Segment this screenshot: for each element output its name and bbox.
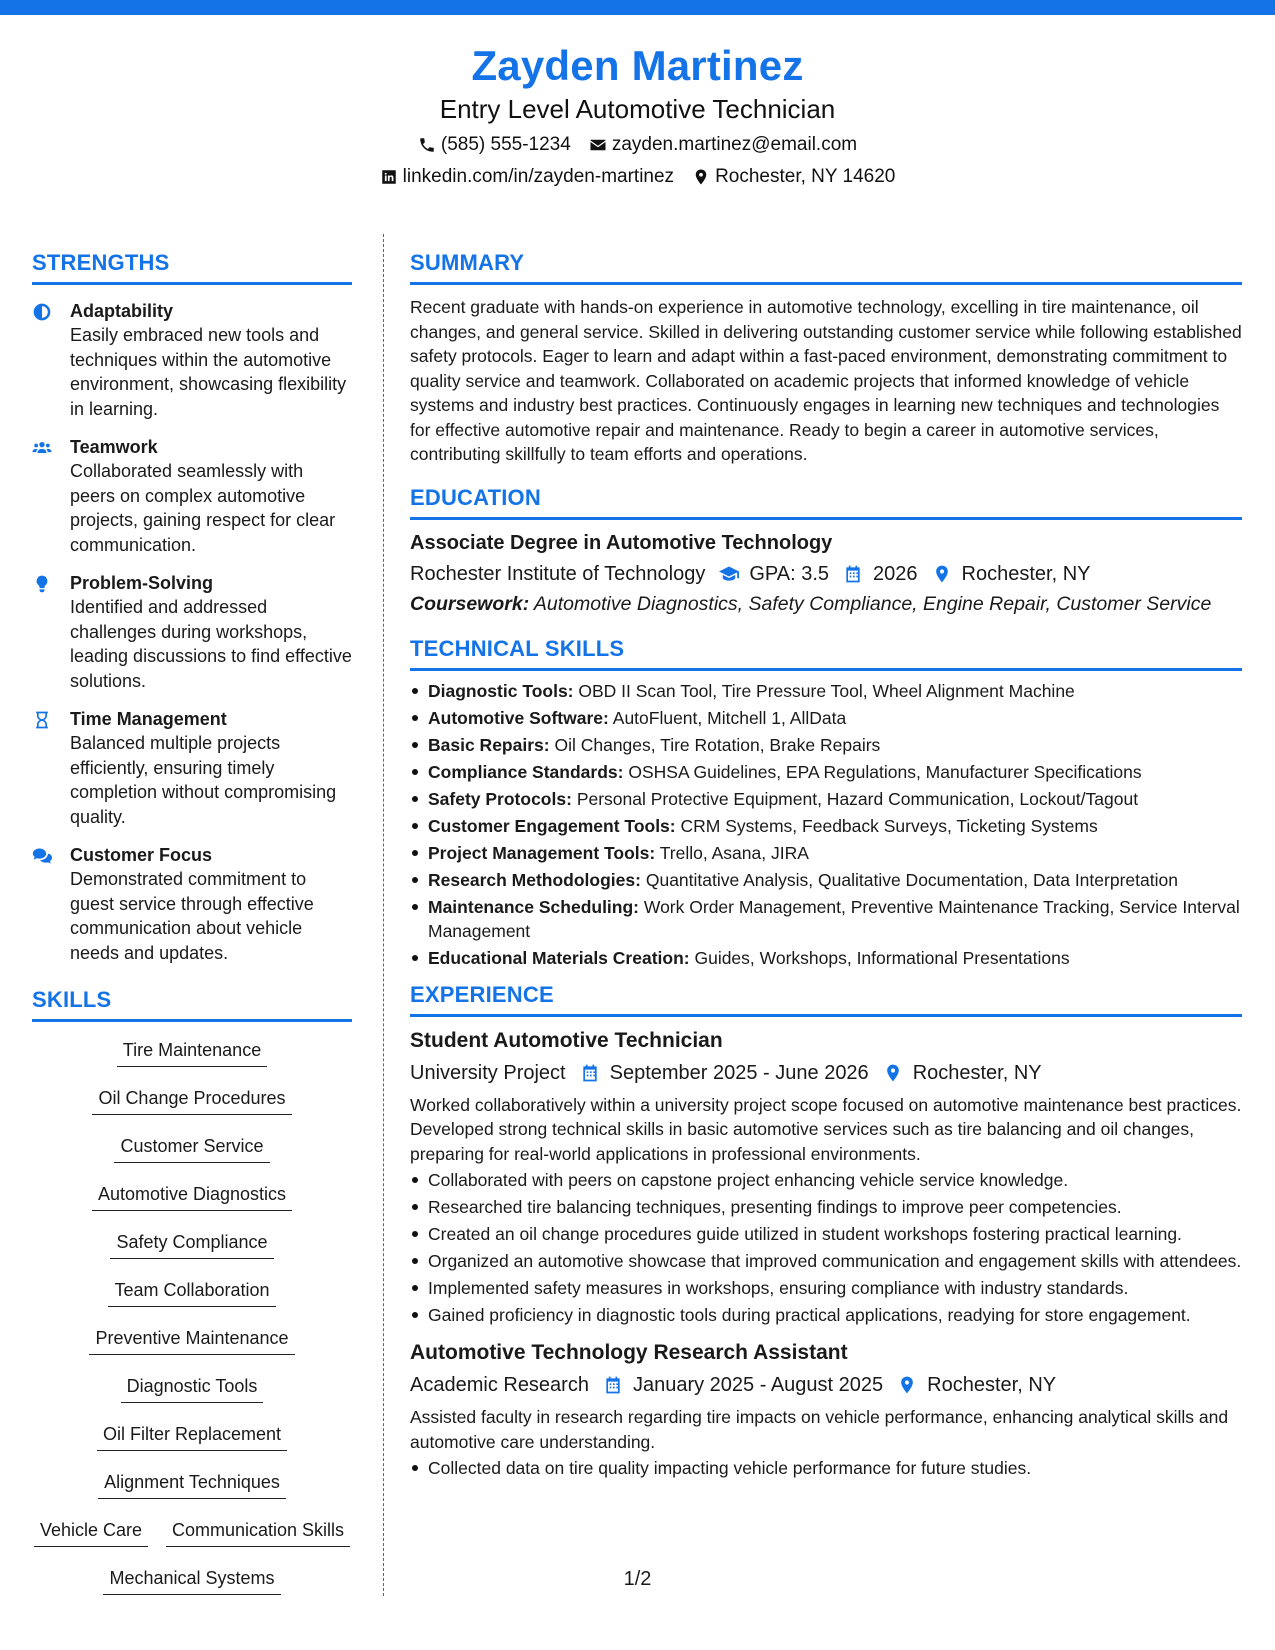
gpa-text: GPA: 3.5 bbox=[749, 562, 830, 585]
job-summary: Assisted faculty in research regarding tire impacts on vehicle performance, enhancing analytical skills and automotive care understanding. bbox=[410, 1407, 1229, 1452]
skill-chip: Oil Change Procedures bbox=[92, 1084, 291, 1115]
calendar-icon bbox=[603, 1375, 623, 1395]
skill-chip: Team Collaboration bbox=[108, 1276, 275, 1307]
summary-heading: SUMMARY bbox=[410, 250, 1242, 285]
job-org: University Project bbox=[410, 1061, 566, 1084]
skill-chip: Preventive Maintenance bbox=[89, 1324, 294, 1355]
top-accent-bar bbox=[0, 0, 1275, 15]
list-item bbox=[410, 841, 1242, 865]
strength-title: Problem-Solving bbox=[70, 573, 214, 593]
tech-skill-value: Guides, Workshops, Informational Presentations bbox=[694, 947, 1070, 968]
job-title: Student Automotive Technician bbox=[410, 1028, 723, 1052]
calendar-icon bbox=[843, 564, 863, 584]
list-item bbox=[410, 733, 1242, 757]
map-pin-icon bbox=[692, 168, 710, 186]
left-column bbox=[32, 250, 352, 1612]
envelope-icon bbox=[589, 136, 607, 154]
list-item: Organized an automotive showcase that improved communication and engagement skills with attendees. bbox=[410, 1249, 1242, 1273]
skill-chip: Automotive Diagnostics bbox=[92, 1180, 292, 1211]
strength-title: Adaptability bbox=[70, 301, 174, 321]
list-item bbox=[410, 760, 1242, 784]
strength-item bbox=[32, 435, 352, 557]
job-meta bbox=[410, 1059, 1242, 1087]
coursework bbox=[410, 590, 1242, 618]
skill-chip: Diagnostic Tools bbox=[121, 1372, 264, 1403]
experience-heading: EXPERIENCE bbox=[410, 982, 1242, 1017]
contact-location bbox=[692, 164, 895, 190]
tech-skill-label: Maintenance Scheduling: bbox=[428, 896, 639, 917]
list-item bbox=[410, 787, 1242, 811]
email-text: zayden.martinez@email.com bbox=[611, 134, 858, 155]
job-title: Automotive Technology Research Assistant bbox=[410, 1341, 848, 1364]
graduation-cap-icon bbox=[719, 564, 739, 584]
candidate-name: Zayden Martinez bbox=[471, 42, 804, 89]
strength-item bbox=[32, 299, 352, 421]
list-item: Implemented safety measures in workshops, ensuring compliance with industry standards. bbox=[410, 1276, 1242, 1300]
school-name: Rochester Institute of Technology bbox=[410, 562, 706, 585]
strength-desc: Balanced multiple projects efficiently, ensuring timely completion without compromising quality. bbox=[70, 733, 337, 827]
tech-skill-value: OSHSA Guidelines, EPA Regulations, Manufacturer Specifications bbox=[628, 761, 1142, 782]
job-dates: January 2025 - August 2025 bbox=[632, 1374, 884, 1396]
tech-skill-label: Compliance Standards: bbox=[428, 761, 624, 782]
list-item: Collaborated with peers on capstone project enhancing vehicle service knowledge. bbox=[410, 1168, 1242, 1192]
list-item: Researched tire balancing techniques, presenting findings to improve peer competencies. bbox=[410, 1195, 1242, 1219]
comments-icon bbox=[32, 846, 52, 866]
school-location: Rochester, NY bbox=[961, 562, 1091, 585]
tech-skill-label: Research Methodologies: bbox=[428, 869, 641, 890]
list-item: Gained proficiency in diagnostic tools during practical applications, readying for store engagement. bbox=[410, 1303, 1242, 1327]
strength-title: Teamwork bbox=[70, 437, 158, 457]
skill-chip: Oil Filter Replacement bbox=[97, 1420, 287, 1451]
contact-phone[interactable] bbox=[418, 132, 571, 158]
tech-skill-label: Automotive Software: bbox=[428, 707, 609, 728]
list-item bbox=[410, 895, 1242, 943]
candidate-role: Entry Level Automotive Technician bbox=[439, 94, 836, 124]
skills-heading: SKILLS bbox=[32, 987, 352, 1022]
tech-skill-value: Work Order Management, Preventive Maintenance Tracking, Service Interval Management bbox=[428, 896, 1240, 941]
education-heading: EDUCATION bbox=[410, 485, 1242, 520]
list-item bbox=[410, 868, 1242, 892]
coursework-text: Automotive Diagnostics, Safety Compliance, Engine Repair, Customer Service bbox=[533, 592, 1212, 615]
strength-title: Time Management bbox=[70, 709, 227, 729]
grad-year: 2026 bbox=[873, 562, 918, 585]
skill-chip: Mechanical Systems bbox=[103, 1564, 280, 1595]
list-item bbox=[410, 946, 1242, 970]
column-divider bbox=[383, 234, 384, 1596]
page-number: 1/2 bbox=[623, 1568, 652, 1590]
list-item bbox=[410, 706, 1242, 730]
job-meta bbox=[410, 1371, 1242, 1399]
job-location: Rochester, NY bbox=[912, 1061, 1042, 1084]
job-bullets bbox=[410, 1168, 1242, 1327]
tech-skill-label: Diagnostic Tools: bbox=[428, 680, 574, 701]
skill-chip: Communication Skills bbox=[166, 1516, 350, 1547]
users-icon bbox=[32, 438, 52, 458]
tech-skill-label: Project Management Tools: bbox=[428, 842, 656, 863]
tech-skill-value: AutoFluent, Mitchell 1, AllData bbox=[612, 707, 847, 728]
technical-skills-heading: TECHNICAL SKILLS bbox=[410, 636, 1242, 671]
linkedin-icon bbox=[380, 168, 398, 186]
list-item bbox=[410, 679, 1242, 703]
phone-icon bbox=[418, 136, 436, 154]
phone-text: (585) 555-1234 bbox=[440, 134, 571, 155]
contact-line-1 bbox=[0, 132, 1275, 158]
job-summary: Worked collaboratively within a university project scope focused on automotive maintenance best practices. Developed strong technical skills in basic automotive services such as tire balancing and oil changes, preparing for real-world applications in professional environments. bbox=[410, 1094, 1242, 1164]
technical-skills-list bbox=[410, 679, 1242, 970]
list-item: Created an oil change procedures guide utilized in student workshops fostering practical learning. bbox=[410, 1222, 1242, 1246]
tech-skill-label: Customer Engagement Tools: bbox=[428, 815, 676, 836]
resume-header bbox=[0, 40, 1275, 190]
strength-desc: Easily embraced new tools and techniques within the automotive environment, showcasing flexibility in learning. bbox=[70, 325, 347, 419]
map-pin-icon bbox=[932, 564, 952, 584]
job-bullets bbox=[410, 1456, 1242, 1480]
coursework-label: Coursework: bbox=[410, 592, 530, 615]
half-circle-icon bbox=[32, 302, 52, 322]
tech-skill-value: Personal Protective Equipment, Hazard Communication, Lockout/Tagout bbox=[576, 788, 1139, 809]
skill-chip: Safety Compliance bbox=[110, 1228, 273, 1259]
skill-chip: Customer Service bbox=[114, 1132, 269, 1163]
job-org: Academic Research bbox=[410, 1374, 589, 1396]
contact-email[interactable] bbox=[589, 132, 857, 158]
skills-list bbox=[32, 1036, 352, 1612]
tech-skill-label: Educational Materials Creation: bbox=[428, 947, 690, 968]
education-meta bbox=[410, 560, 1242, 588]
contact-line-2 bbox=[0, 164, 1275, 190]
tech-skill-label: Safety Protocols: bbox=[428, 788, 572, 809]
contact-linkedin[interactable] bbox=[380, 164, 674, 190]
tech-skill-value: Trello, Asana, JIRA bbox=[659, 842, 809, 863]
skill-chip: Alignment Techniques bbox=[98, 1468, 286, 1499]
list-item bbox=[410, 814, 1242, 838]
strengths-heading: STRENGTHS bbox=[32, 250, 352, 285]
list-item: Collected data on tire quality impacting vehicle performance for future studies. bbox=[410, 1456, 1242, 1480]
strength-desc: Collaborated seamlessly with peers on complex automotive projects, gaining respect for clear communication. bbox=[70, 461, 336, 555]
lightbulb-icon bbox=[32, 574, 52, 594]
strength-item bbox=[32, 707, 352, 829]
hourglass-icon bbox=[32, 710, 52, 730]
job-dates: September 2025 - June 2026 bbox=[609, 1061, 869, 1084]
tech-skill-value: CRM Systems, Feedback Surveys, Ticketing Systems bbox=[680, 815, 1098, 836]
strength-desc: Demonstrated commitment to guest service through effective communication about vehicle needs and updates. bbox=[70, 869, 314, 963]
degree-title: Associate Degree in Automotive Technology bbox=[410, 531, 833, 554]
job-location: Rochester, NY bbox=[927, 1374, 1057, 1396]
skill-chip: Vehicle Care bbox=[34, 1516, 148, 1547]
summary-text: Recent graduate with hands-on experience in automotive technology, excelling in tire maintenance, oil changes, and general service. Skilled in delivering outstanding customer service while following established safety protocols. Eager to learn and adapt within a fast-paced environment, demonstrating commitment to quality service and teamwork. Collaborated on academic projects that informed knowledge of vehicle systems and industry best practices. Continuously engages in learning new techniques and technologies for effective automotive repair and maintenance. Ready to begin a career in automotive services, contributing skillfully to team efforts and operations. bbox=[410, 297, 1242, 464]
strength-desc: Identified and addressed challenges during workshops, leading discussions to find effective solutions. bbox=[70, 597, 352, 691]
calendar-icon bbox=[580, 1063, 600, 1083]
location-text: Rochester, NY 14620 bbox=[715, 166, 896, 187]
strength-item bbox=[32, 843, 352, 965]
linkedin-text: linkedin.com/in/zayden-martinez bbox=[402, 166, 675, 187]
map-pin-icon bbox=[883, 1063, 903, 1083]
tech-skill-value: OBD II Scan Tool, Tire Pressure Tool, Wheel Alignment Machine bbox=[578, 680, 1075, 701]
tech-skill-value: Quantitative Analysis, Qualitative Documentation, Data Interpretation bbox=[645, 869, 1178, 890]
tech-skill-value: Oil Changes, Tire Rotation, Brake Repairs bbox=[554, 734, 881, 755]
map-pin-icon bbox=[897, 1375, 917, 1395]
strength-item bbox=[32, 571, 352, 693]
skill-chip: Tire Maintenance bbox=[117, 1036, 267, 1067]
right-column bbox=[410, 250, 1242, 1483]
strength-title: Customer Focus bbox=[70, 845, 213, 865]
tech-skill-label: Basic Repairs: bbox=[428, 734, 550, 755]
